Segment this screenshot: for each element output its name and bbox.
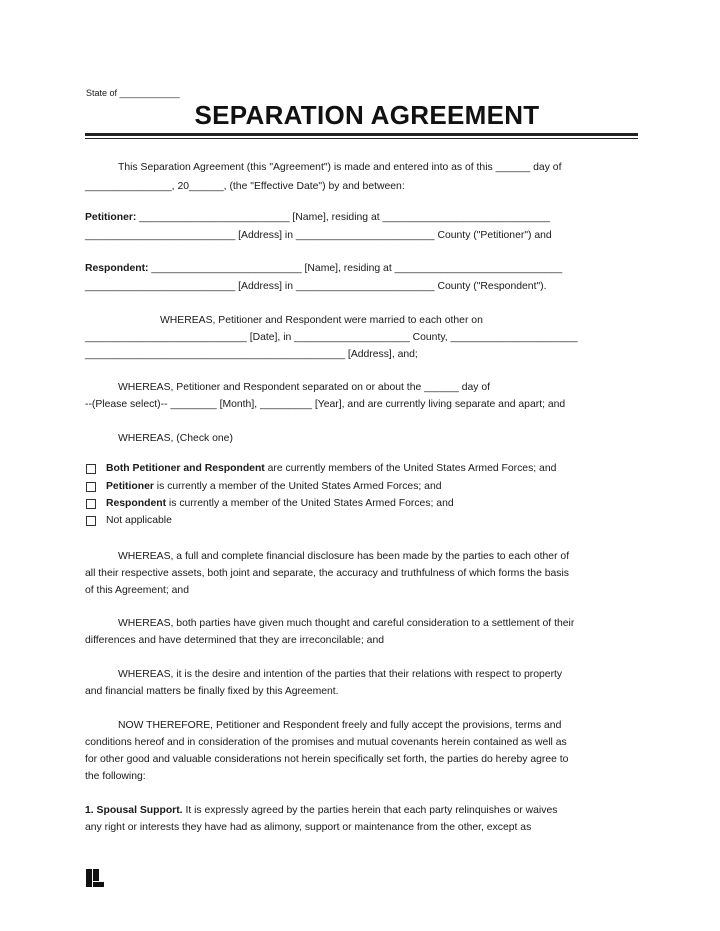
option-not-applicable bbox=[106, 514, 172, 528]
married-line-3: _____________________________________________ [Address], and; bbox=[85, 349, 418, 360]
checkbox-respondent[interactable] bbox=[86, 499, 96, 509]
now-therefore-line-4: the following: bbox=[85, 771, 146, 782]
disclosure-line-1: WHEREAS, a full and complete financial disclosure has been made by the parties to each other of bbox=[118, 551, 570, 562]
intro-line-2: _______________, 20______, (the "Effective Date") by and between: bbox=[85, 181, 405, 192]
petitioner-label: Petitioner: bbox=[85, 212, 137, 223]
checkbox-petitioner[interactable] bbox=[86, 482, 96, 492]
desire-line-2: and financial matters be finally fixed by this Agreement. bbox=[85, 686, 339, 697]
option-both-text: are currently members of the United States Armed Forces; and bbox=[264, 463, 557, 474]
petitioner-line-2: __________________________ [Address] in ________________________ County ("Petitioner") and bbox=[85, 230, 552, 241]
disclosure-line-3: of this Agreement; and bbox=[85, 585, 189, 596]
option-both-bold: Both Petitioner and Respondent bbox=[106, 463, 265, 474]
married-line-1: WHEREAS, Petitioner and Respondent were married to each other on bbox=[160, 315, 483, 326]
now-therefore-line-1: NOW THEREFORE, Petitioner and Respondent freely and fully accept the provisions, terms and bbox=[118, 720, 562, 731]
checkbox-both[interactable] bbox=[86, 464, 96, 474]
spousal-support-heading: 1. Spousal Support. bbox=[85, 805, 183, 816]
document-title: SEPARATION AGREEMENT bbox=[194, 100, 540, 130]
option-respondent bbox=[106, 497, 454, 511]
now-therefore-line-3: for other good and valuable considerations not herein specifically set forth, the parties do hereby agree to bbox=[85, 754, 569, 765]
option-both bbox=[106, 462, 556, 476]
separated-line-2: --(Please select)-- ________ [Month], _________ [Year], and are currently living separate and apart; and bbox=[85, 399, 566, 410]
respondent-line-1 bbox=[85, 262, 562, 276]
checkbox-not-applicable[interactable] bbox=[86, 516, 96, 526]
option-respondent-text: is currently a member of the United States Armed Forces; and bbox=[166, 498, 454, 509]
option-petitioner-text: is currently a member of the United States Armed Forces; and bbox=[153, 481, 442, 492]
spousal-support-text-1: It is expressly agreed by the parties herein that each party relinquishes or waives bbox=[182, 805, 558, 816]
respondent-label: Respondent: bbox=[85, 263, 149, 274]
respondent-line-2: __________________________ [Address] in ________________________ County ("Respondent"). bbox=[85, 281, 547, 292]
petitioner-line-1 bbox=[85, 211, 550, 225]
title-rule-thin bbox=[85, 138, 638, 139]
check-one-heading: WHEREAS, (Check one) bbox=[118, 433, 233, 444]
title-rule-thick bbox=[85, 133, 638, 136]
desire-line-1: WHEREAS, it is the desire and intention of the parties that their relations with respect to property bbox=[118, 669, 563, 680]
brand-logo-icon bbox=[86, 869, 104, 887]
intro-line-1: This Separation Agreement (this "Agreement") is made and entered into as of this ______ day of bbox=[118, 162, 562, 173]
separated-line-1: WHEREAS, Petitioner and Respondent separated on or about the ______ day of bbox=[118, 382, 490, 393]
disclosure-line-2: all their respective assets, both joint and separate, the accuracy and truthfulness of which forms the basis bbox=[85, 568, 569, 579]
spousal-support-line-2: any right or interests they have had as alimony, support or maintenance from the other, except as bbox=[85, 822, 532, 833]
option-respondent-bold: Respondent bbox=[106, 498, 167, 509]
thought-line-1: WHEREAS, both parties have given much thought and careful consideration to a settlement of their bbox=[118, 618, 575, 629]
thought-line-2: differences and have determined that they are irreconcilable; and bbox=[85, 635, 385, 646]
respondent-name-residence: __________________________ [Name], residing at _____________________________ bbox=[148, 263, 563, 274]
spousal-support-line-1 bbox=[85, 804, 557, 818]
state-of-line: State of ____________ bbox=[86, 88, 180, 98]
option-petitioner-bold: Petitioner bbox=[106, 481, 154, 492]
petitioner-name-residence: __________________________ [Name], residing at _____________________________ bbox=[136, 212, 551, 223]
option-not-applicable-text: Not applicable bbox=[106, 515, 172, 526]
option-petitioner bbox=[106, 480, 442, 494]
married-line-2: ____________________________ [Date], in ____________________ County, ______________________ bbox=[85, 332, 578, 343]
now-therefore-line-2: conditions hereof and in consideration of the promises and mutual covenants herein contained as well as bbox=[85, 737, 567, 748]
